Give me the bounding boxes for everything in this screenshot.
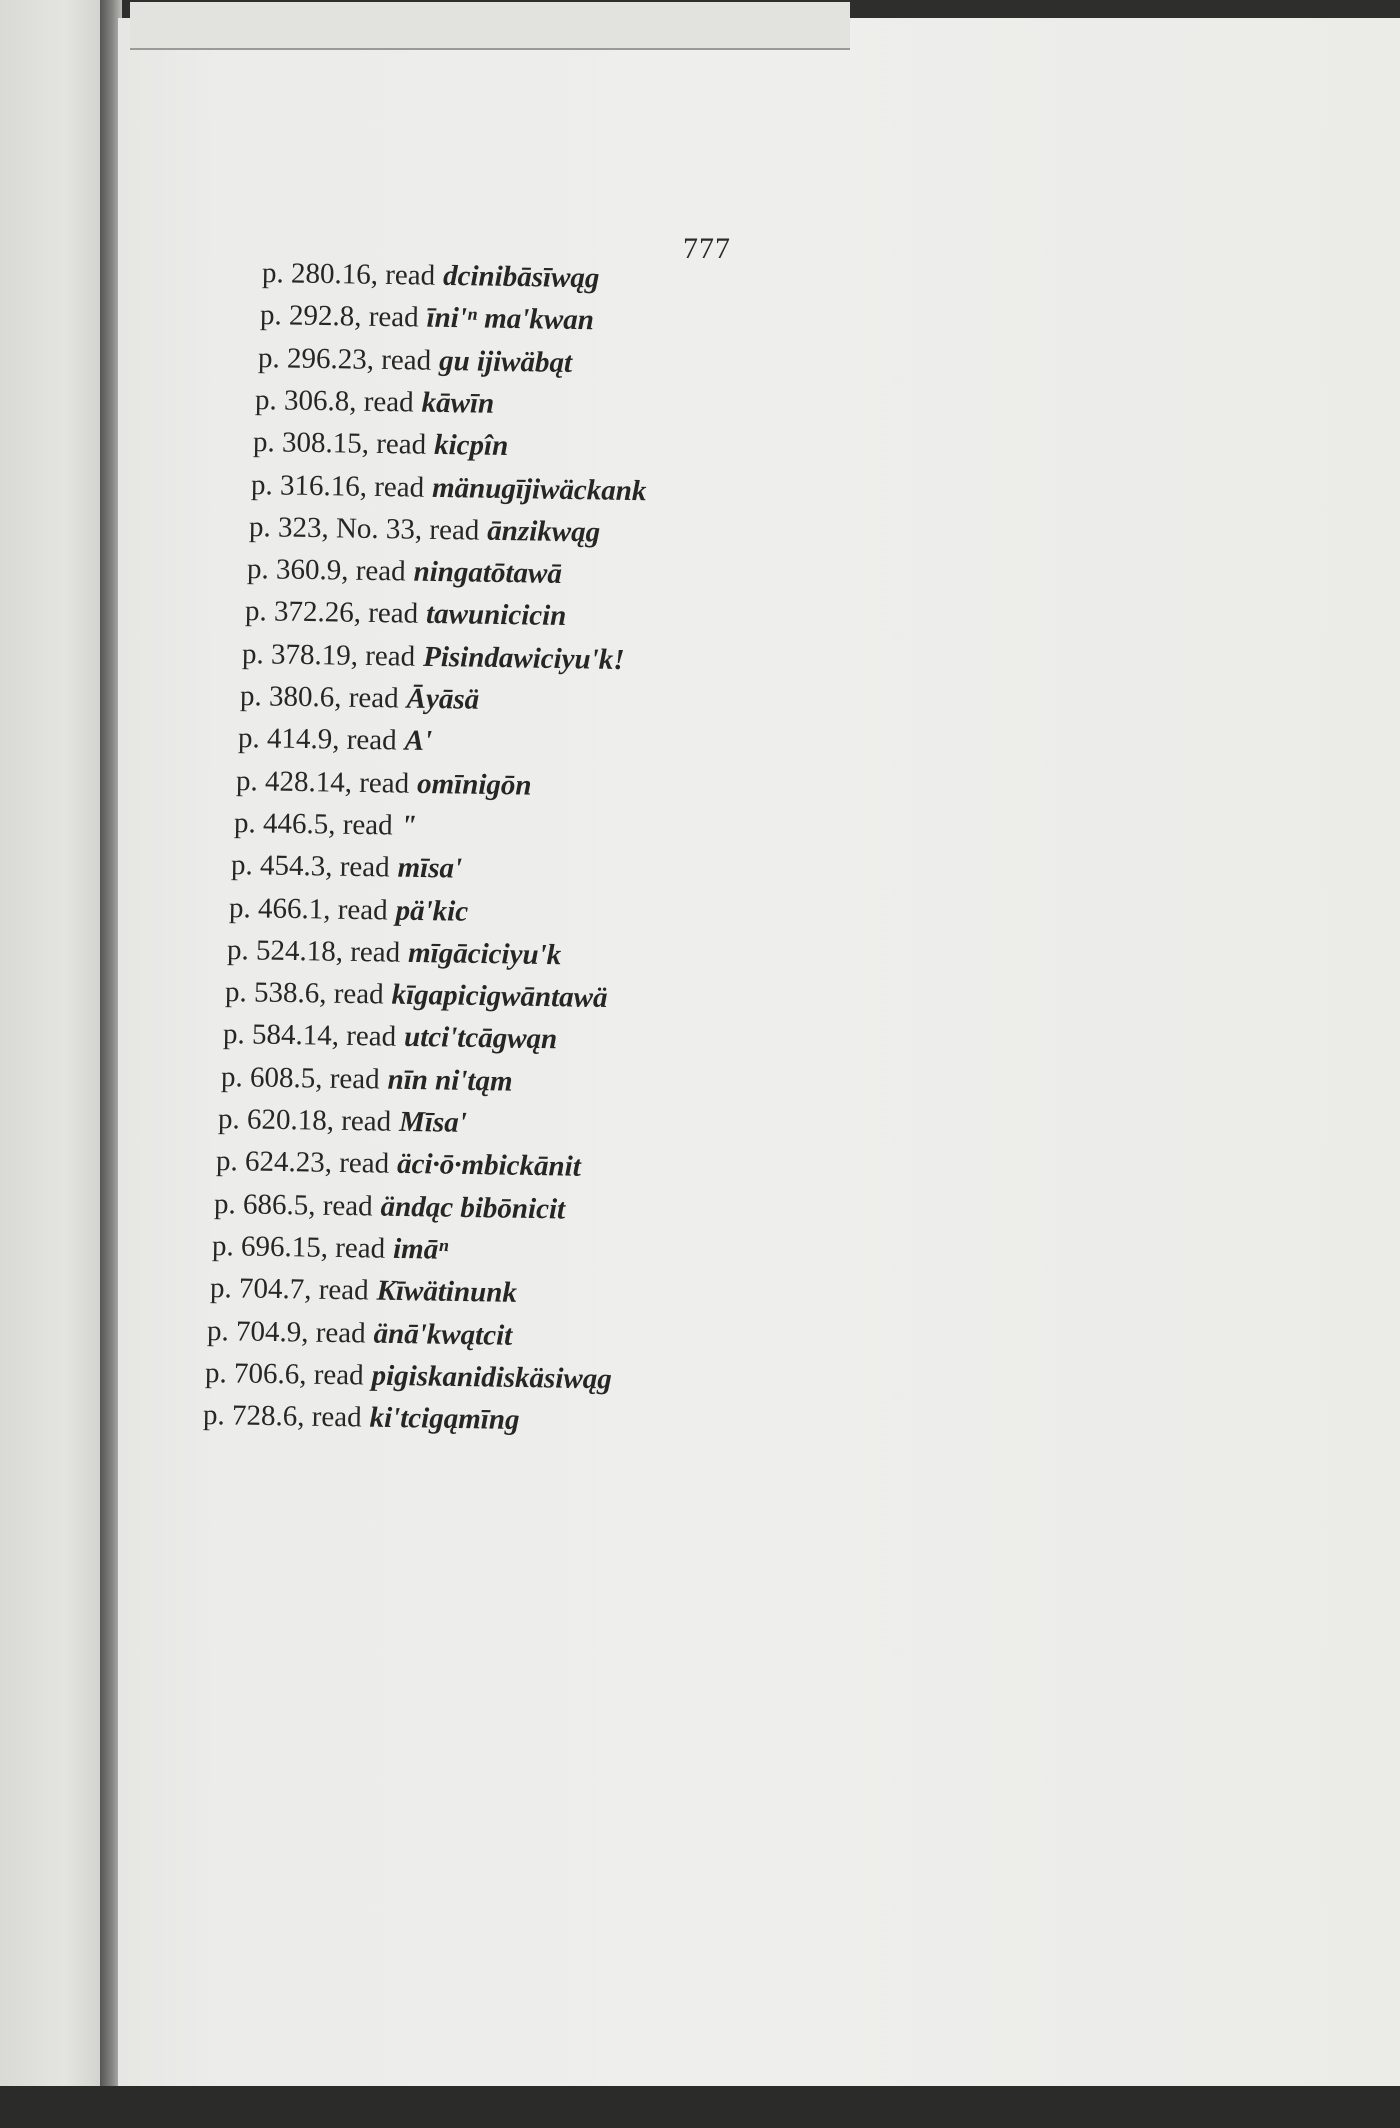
entry-correction: īni'ⁿ ma'kwan (426, 301, 594, 337)
errata-entry (249, 511, 601, 550)
entry-ref: p. 378.19, read (242, 637, 416, 673)
entry-ref: p. 524.18, read (226, 933, 401, 969)
errata-entry (220, 1061, 512, 1099)
entry-correction: mänugījiwäckank (431, 471, 647, 507)
entry-ref: p. 696.15, read (211, 1229, 386, 1265)
entry-correction: Kīwätinunk (375, 1274, 517, 1310)
entry-correction: Mīsa' (399, 1105, 468, 1139)
entry-correction: änā'kwątcit (373, 1317, 513, 1352)
errata-entry (255, 384, 495, 421)
errata-entry (238, 722, 433, 758)
entry-correction: ningatōtawā (413, 555, 562, 591)
errata-entry (225, 976, 608, 1015)
entry-ref: p. 624.23, read (215, 1145, 390, 1181)
errata-entry (222, 1018, 557, 1056)
entry-ref: p. 308.15, read (253, 426, 427, 461)
entry-correction: kicpîn (434, 429, 509, 463)
entry-correction: ki'tcigąmīng (369, 1401, 520, 1437)
entry-correction: Pisindawiciyu'k! (423, 640, 626, 676)
entry-ref: p. 608.5, read (220, 1060, 380, 1096)
entry-ref: p. 454.3, read (231, 849, 391, 884)
entry-ref: p. 706.6, read (204, 1356, 365, 1392)
errata-entry (231, 849, 463, 886)
entry-ref: p. 414.9, read (237, 722, 397, 757)
errata-entry (242, 638, 625, 677)
entry-correction: pigiskanidiskäsiwąg (371, 1359, 613, 1396)
errata-entry (253, 426, 509, 463)
errata-entry (233, 807, 416, 843)
entry-ref: p. 296.23, read (257, 341, 431, 377)
entry-correction: utci'tcāgwąn (403, 1021, 558, 1056)
entry-correction: mīsa' (397, 851, 463, 885)
entry-ref: p. 306.8, read (255, 383, 415, 419)
entry-ref: p. 704.9, read (207, 1314, 367, 1349)
errata-entry (244, 595, 566, 633)
entry-ref: p. 360.9, read (246, 553, 406, 588)
errata-entry (240, 680, 480, 717)
errata-entry (262, 257, 600, 295)
errata-entry (229, 892, 469, 929)
entry-ref: p. 380.6, read (239, 680, 399, 715)
entry-ref: p. 446.5, read (233, 806, 393, 842)
entry-correction: ānzikwąg (486, 514, 601, 549)
entry-ref: p. 372.26, read (244, 595, 418, 631)
entry-ref: p. 428.14, read (235, 764, 410, 800)
entry-correction: pä'kic (395, 894, 469, 928)
errata-entry (209, 1272, 516, 1310)
entry-ref: p. 466.1, read (228, 891, 389, 926)
errata-entry (216, 1145, 581, 1184)
errata-entry (207, 1315, 513, 1353)
entry-correction: äci·ō·mbickānit (396, 1148, 582, 1184)
entry-ref: p. 538.6, read (224, 976, 384, 1011)
entry-correction: " (399, 809, 417, 842)
errata-entry (211, 1230, 448, 1267)
page-number: 777 (683, 232, 731, 265)
entry-ref: p. 292.8, read (259, 299, 419, 334)
entry-correction: mīgāciciyu'k (407, 936, 562, 972)
errata-entry (251, 469, 647, 508)
entry-correction: Āyāsä (406, 682, 480, 716)
entry-ref: p. 704.7, read (209, 1272, 369, 1307)
errata-entry (260, 299, 594, 337)
entry-ref: p. 686.5, read (213, 1187, 373, 1223)
entry-correction: ändąc bibōnicit (380, 1190, 566, 1226)
errata-entry (246, 553, 561, 591)
entry-correction: kāwīn (421, 386, 495, 420)
entry-correction: imāⁿ (392, 1232, 449, 1266)
errata-entry (214, 1188, 566, 1227)
entry-ref: p. 584.14, read (222, 1018, 397, 1054)
entry-correction: A' (404, 724, 433, 758)
entry-ref: p. 316.16, read (250, 468, 425, 504)
entry-correction: kīgapicigwāntawä (391, 978, 608, 1015)
errata-entry (203, 1399, 520, 1437)
errata-entry (257, 342, 572, 380)
entry-correction: gu ijiwäbąt (438, 344, 572, 379)
entry-correction: tawunicicin (425, 598, 567, 633)
entry-ref: p. 620.18, read (218, 1103, 392, 1138)
entry-correction: omīnigōn (416, 767, 532, 802)
entry-ref: p. 323, No. 33, read (248, 510, 480, 547)
errata-entry (205, 1357, 612, 1396)
entry-ref: p. 280.16, read (261, 257, 436, 292)
entry-correction: nīn ni'tąm (386, 1063, 513, 1098)
errata-entry (236, 765, 532, 803)
errata-entry (218, 1103, 467, 1140)
entry-ref: p. 728.6, read (202, 1399, 362, 1434)
entry-correction: dcinibāsīwąg (442, 259, 600, 295)
errata-entry (227, 934, 562, 972)
